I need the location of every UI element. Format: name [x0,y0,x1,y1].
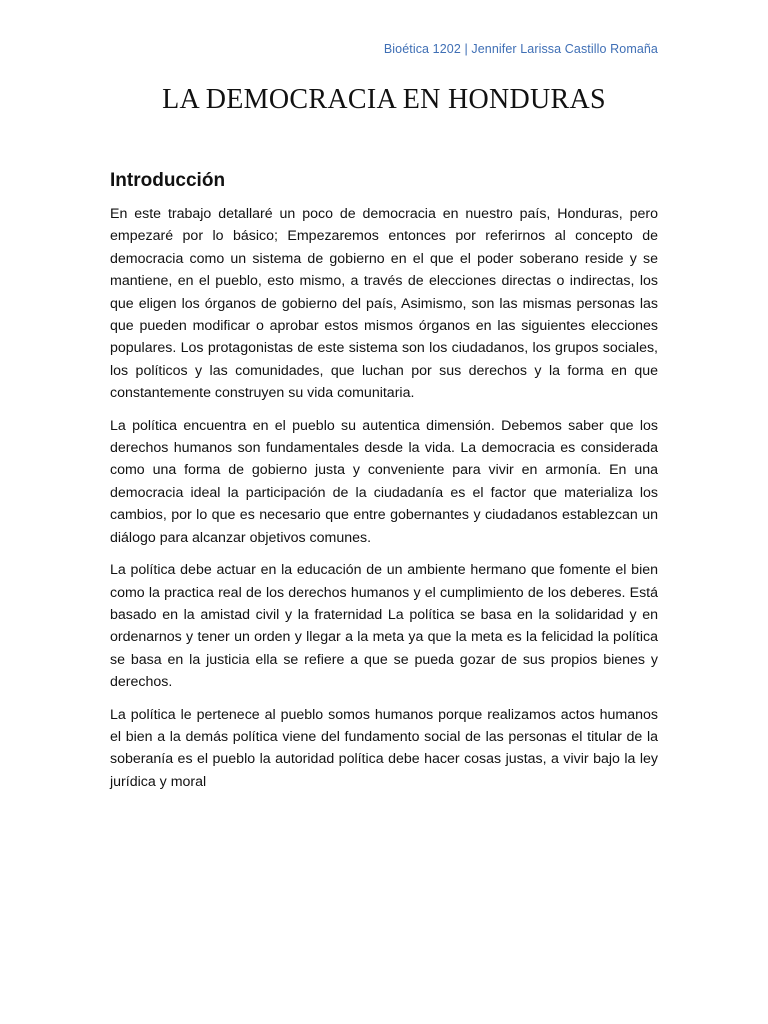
running-header: Bioética 1202 | Jennifer Larissa Castillo Romaña [383,42,658,56]
paragraph-4: La política le pertenece al pueblo somos humanos porque realizamos actos humanos el bien a la demás política viene del fundamento social de las personas el titular de la soberanía es el pueblo la autoridad política debe hacer cosas justas, a vivir bajo la ley jurídica y moral [110,706,658,790]
paragraph-2: La política encuentra en el pueblo su autentica dimensión. Debemos saber que los derechos humanos son fundamentales desde la vida. La democracia es considerada como una forma de gobierno justa y conveniente para vivir en armonía. En una democracia ideal la participación de la ciudadanía es el factor que materializa los cambios, por lo que es necesario que entre gobernantes y ciudadanos establezcan un diálogo para alcanzar objetivos comunes. [110,417,658,546]
document-body [110,168,658,803]
section-heading-introduccion: Introducción [110,170,226,191]
paragraph-3: La política debe actuar en la educación de un ambiente hermano que fomente el bien como la practica real de los derechos humanos y el cumplimiento de los deberes. Está basado en la amistad civil y la fraternidad La política se basa en la solidaridad y en ordenarnos y tener un orden y llegar a la meta ya que la meta es la felicidad la política se basa en la justicia ella se refiere a que se pueda gozar de sus propios bienes y derechos. [110,562,658,691]
paragraph-1: En este trabajo detallaré un poco de democracia en nuestro país, Honduras, pero empezaré por lo básico; Empezaremos entonces por referirnos al concepto de democracia como un sistema de gobierno en el que el poder soberano reside y se mantiene, en el pueblo, esto mismo, a través de elecciones directas o indirectas, los que eligen los órganos de gobierno del país, Asimismo, son las mismas personas las que pueden modificar o aprobar estos mismos órganos en las siguientes elecciones populares. Los protagonistas de este sistema son los ciudadanos, los grupos sociales, los políticos y las comunidades, que luchan por sus derechos y la forma en que constantemente construyen su vida comunitaria. [110,206,658,402]
document-title: LA DEMOCRACIA EN HONDURAS [162,84,606,115]
